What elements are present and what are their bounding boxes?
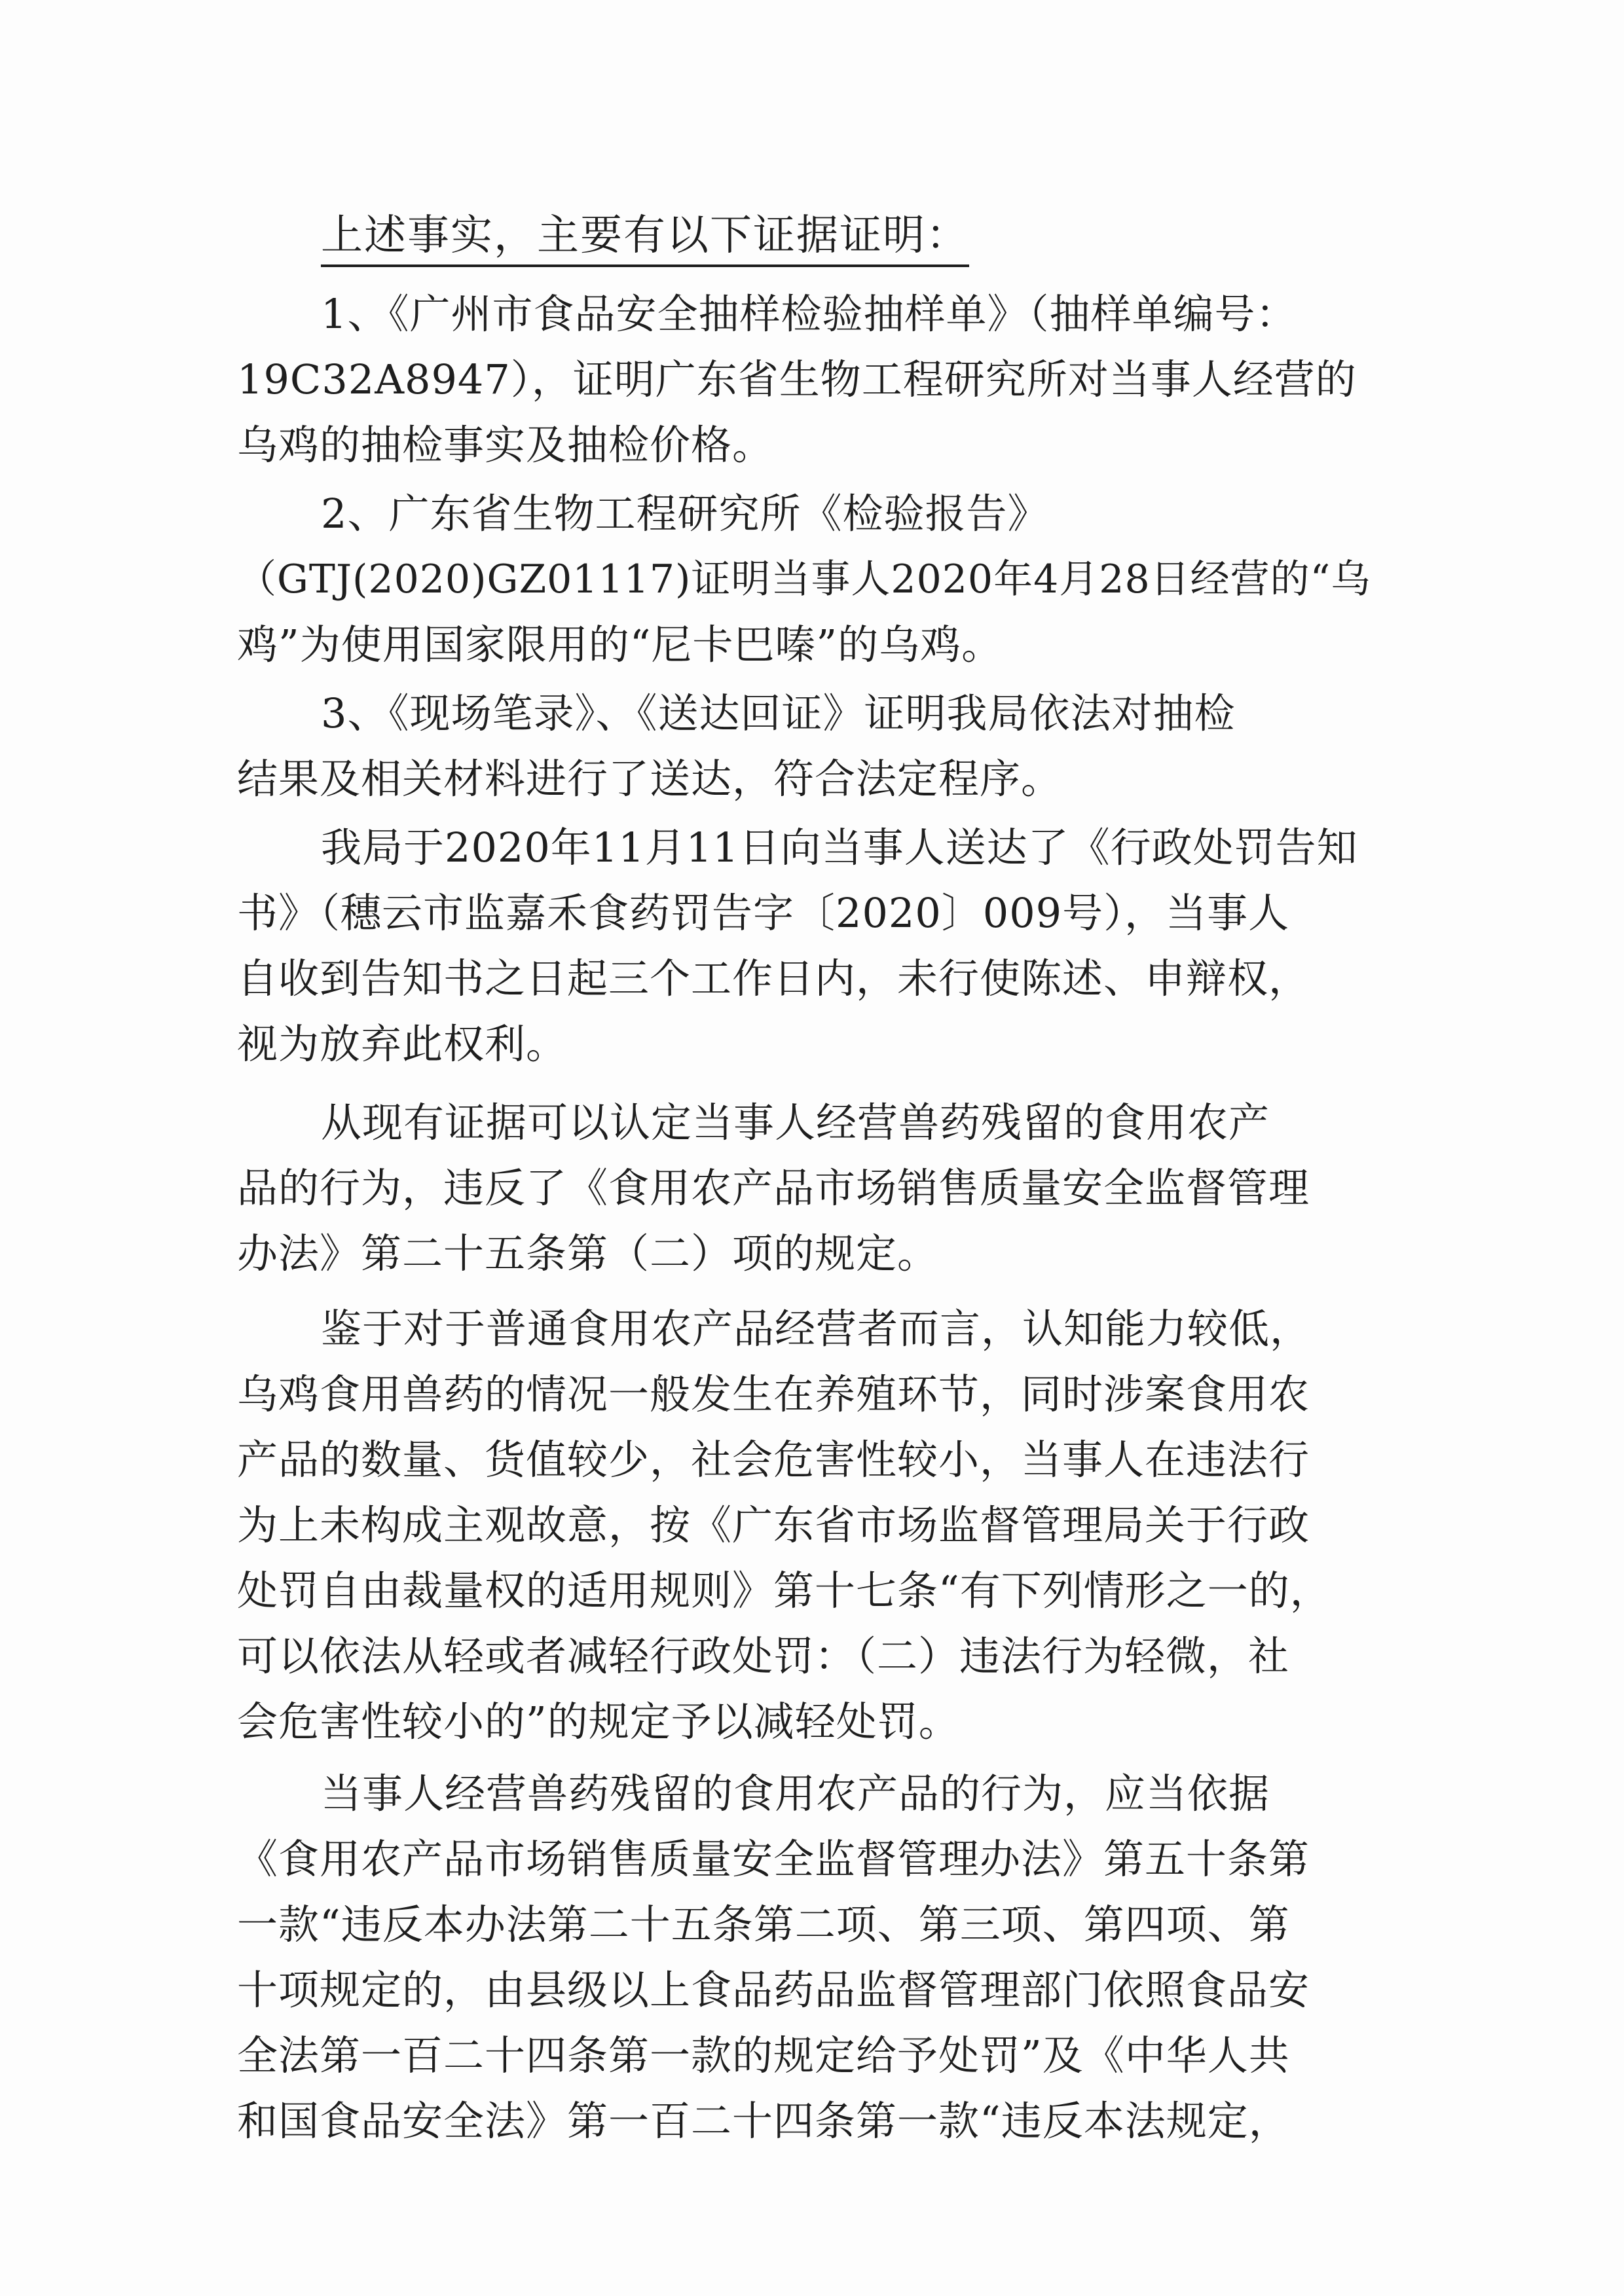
paragraph-line: 我局于2020年11月11日向当事人送达了《行政处罚告知	[321, 824, 1358, 871]
paragraph-line: 19C32A8947），证明广东省生物工程研究所对当事人经营的	[237, 355, 1357, 403]
paragraph-line: 会危害性较小的”的规定予以减轻处罚。	[237, 1698, 960, 1745]
paragraph-line: 鉴于对于普通食用农产品经营者而言，认知能力较低，	[321, 1305, 1312, 1353]
paragraph-line: 乌鸡食用兽药的情况一般发生在养殖环节，同时涉案食用农	[237, 1370, 1310, 1418]
paragraph-line: 十项规定的，由县级以上食品药品监督管理部门依照食品安	[237, 1966, 1310, 2014]
paragraph-line: 当事人经营兽药残留的食用农产品的行为，应当依据	[321, 1770, 1270, 1817]
paragraph-line: 从现有证据可以认定当事人经营兽药残留的食用农产	[321, 1099, 1270, 1146]
paragraph-line: 为上未构成主观故意，按《广东省市场监督管理局关于行政	[237, 1501, 1310, 1549]
paragraph-line: 1、《广州市食品安全抽样检验抽样单》（抽样单编号：	[321, 290, 1297, 338]
paragraph-line: 鸡”为使用国家限用的“尼卡巴嗪”的乌鸡。	[237, 621, 1003, 668]
paragraph-line: 全法第一百二十四条第一款的规定给予处罚”及《中华人共	[237, 2032, 1290, 2079]
paragraph-line: 2、广东省生物工程研究所《检验报告》	[321, 490, 1049, 538]
paragraph-line: 3、《现场笔录》、《送达回证》证明我局依法对抽检	[321, 689, 1236, 737]
paragraph-line: 一款“违反本办法第二十五条第二项、第三项、第四项、第	[237, 1901, 1290, 1948]
paragraph-line: 品的行为，违反了《食用农产品市场销售质量安全监督管理	[237, 1164, 1310, 1212]
paragraph-line: 办法》第二十五条第（二）项的规定。	[237, 1230, 939, 1277]
paragraph-line: 可以依法从轻或者减轻行政处罚：（二）违法行为轻微，社	[237, 1632, 1290, 1680]
paragraph-line: （GTJ(2020)GZ01117)证明当事人2020年4月28日经营的“乌	[237, 556, 1371, 602]
paragraph-line: 乌鸡的抽检事实及抽检价格。	[237, 421, 774, 469]
paragraph-line: 视为放弃此权利。	[237, 1020, 568, 1068]
paragraph-line: 结果及相关材料进行了送达，符合法定程序。	[237, 755, 1063, 803]
evidence-heading: 上述事实，主要有以下证据证明：	[321, 210, 969, 267]
paragraph-line: 自收到告知书之日起三个工作日内，未行使陈述、申辩权，	[237, 955, 1310, 1002]
evidence-heading-wrap	[321, 210, 969, 267]
paragraph-line: 和国食品安全法》第一百二十四条第一款“违反本法规定，	[237, 2097, 1290, 2145]
paragraph-line: 书》（穗云市监嘉禾食药罚告字〔2020〕009号），当事人	[237, 889, 1290, 937]
paragraph-line: 处罚自由裁量权的适用规则》第十七条“有下列情形之一的，	[237, 1567, 1331, 1614]
paragraph-line: 产品的数量、货值较少，社会危害性较小，当事人在违法行	[237, 1436, 1310, 1484]
paragraph-line: 《食用农产品市场销售质量安全监督管理办法》第五十条第	[237, 1835, 1310, 1883]
